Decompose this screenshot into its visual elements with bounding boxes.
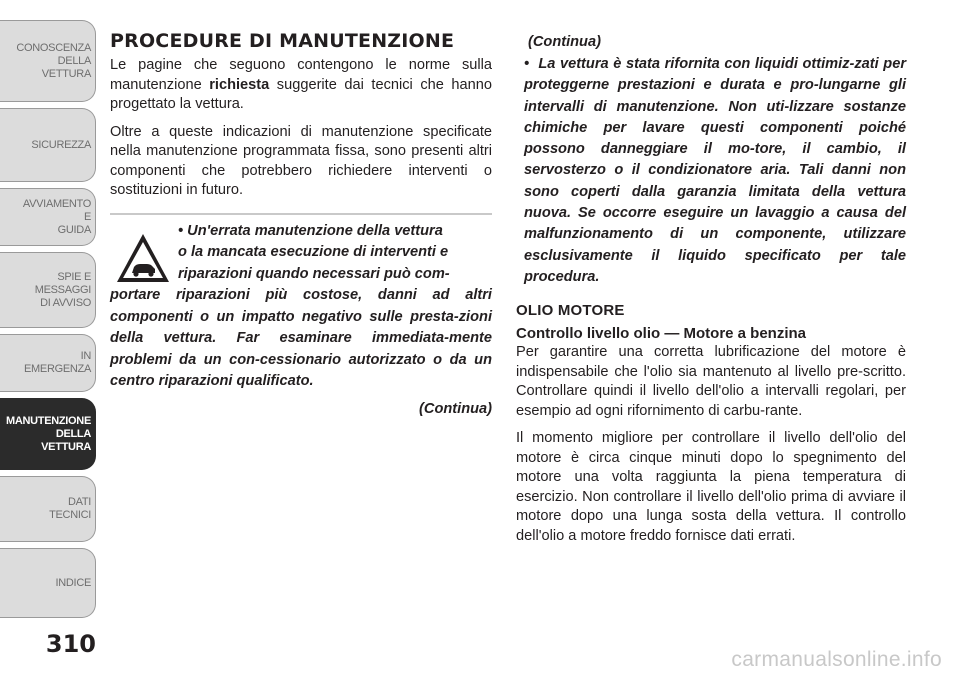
page-number: 310 [45, 630, 96, 658]
intro-paragraph: Le pagine che seguono contengono le norme sulla manutenzione richiesta suggerite dai tecnici che hanno progettato la vettura. [110, 57, 492, 112]
continua-label: (Continua) [528, 34, 601, 50]
section-title: PROCEDURE DI MANUTENZIONE [110, 30, 455, 52]
tab-manutenzione[interactable] [0, 398, 96, 470]
tab-label: DATI TECNICI [49, 496, 91, 521]
oil-paragraph-1: Per garantire una corretta lubrificazione del motore è indispensabile che l'olio sia mantenuto al livello pre-scritto. Controllare quindi il livello dell'olio a intervalli regolari, per esempio ad ogni rifornimento di carbu-rante. [516, 344, 906, 419]
tab-emergenza[interactable] [0, 334, 96, 392]
tab-label: MANUTENZIONE DELLA VETTURA [5, 414, 91, 453]
tab-sicurezza[interactable] [0, 108, 96, 182]
continua-label: (Continua) [419, 400, 492, 417]
tab-avviamento[interactable] [0, 188, 96, 246]
warning-text: • Un'errata manutenzione della vettura o la mancata esecuzione di interventi e riparazioni quando necessari può com- portare riparazioni più costose, danni ad altri componenti o un impatto negativo sulle presta-zioni della vettura. Far esaminare immediata-mente problemi da un con-cessionario autorizzato o da un centro riparazioni qualificato. [110, 222, 492, 389]
warning-box [110, 213, 492, 417]
right-column [516, 34, 906, 554]
tab-indice[interactable] [0, 548, 96, 618]
bold-word: richiesta [209, 76, 270, 93]
sub-heading: Controllo livello olio — Motore a benzina [516, 325, 807, 343]
tab-label: CONOSCENZA DELLA VETTURA [16, 41, 91, 80]
bullet-item: • La vettura è stata rifornita con liquidi ottimiz-zati per proteggerne prestazioni e durata e pro-lungarne gli intervalli di manutenzione. Non uti-lizzare sostanze chimiche per lavare questi componenti poiché possono danneggiare il mo-tore, il cambio, il servosterzo o il condizionatore aria. Tali danni non sono coperti dalla garanzia limitata della vettura nuova. Se occorre eseguire un lavaggio a causa del malfunzionamento di un componente, utilizzare esclusivamente il liquido specificato per tale procedura. [524, 56, 906, 285]
section-heading: OLIO MOTORE [516, 302, 625, 320]
tab-conoscenza[interactable] [0, 20, 96, 102]
tab-dati-tecnici[interactable] [0, 476, 96, 542]
left-column [110, 30, 492, 417]
chapter-tabs [0, 0, 98, 678]
tab-label: INDICE [55, 576, 91, 589]
warning-triangle-car-icon [114, 231, 172, 285]
second-paragraph: Oltre a queste indicazioni di manutenzione specificate nella manutenzione programmata fissa, sono presenti altri componenti che potrebbero richiedere interventi o sostituzioni in futuro. [110, 123, 492, 198]
tab-label: AVVIAMENTO E GUIDA [22, 197, 91, 236]
tab-label: SICUREZZA [31, 138, 91, 151]
tab-label: IN EMERGENZA [24, 350, 91, 375]
tab-label: SPIE E MESSAGGI DI AVVISO [34, 270, 91, 309]
watermark: carmanualsonline.info [731, 648, 942, 671]
tab-spie[interactable] [0, 252, 96, 328]
oil-paragraph-2: Il momento migliore per controllare il livello dell'olio del motore è circa cinque minuti dopo lo spegnimento del motore una volta raggiunta la piena temperatura di esercizio. Non controllare il livello dell'olio prima di avviare il motore dopo una lunga sosta della vettura. Il controllo dell'olio a motore freddo fornisce dati errati. [516, 430, 906, 544]
